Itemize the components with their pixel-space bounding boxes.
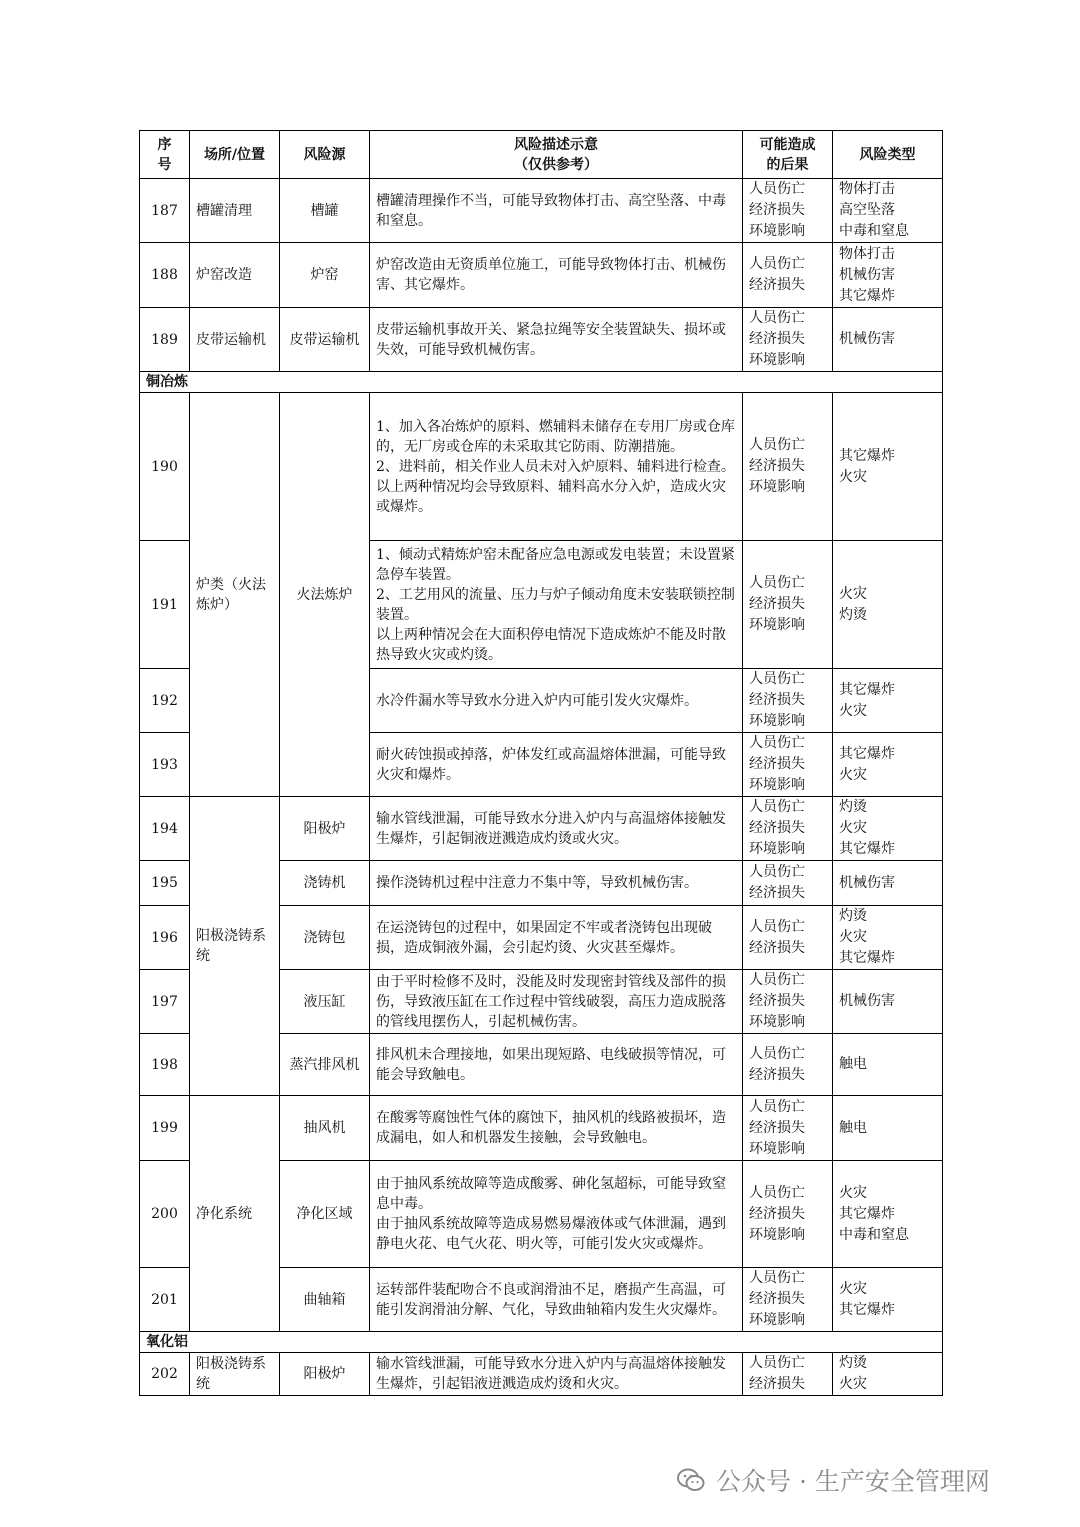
row-consequence: 人员伤亡 经济损失 环境影响 — [743, 733, 833, 797]
table-row — [140, 1353, 943, 1396]
row-consequence: 人员伤亡 经济损失 环境影响 — [743, 179, 833, 243]
section-row — [140, 372, 943, 393]
row-type: 其它爆炸 火灾 — [833, 733, 943, 797]
row-type: 灼烫 火灾 其它爆炸 — [833, 797, 943, 861]
row-num: 200 — [140, 1161, 190, 1268]
row-num: 188 — [140, 243, 190, 308]
row-description: 输水管线泄漏，可能导致水分进入炉内与高温熔体接触发生爆炸，引起铝液迸溅造成灼烫和火灾。 — [370, 1353, 743, 1396]
row-description: 由于平时检修不及时，没能及时发现密封管线及部件的损伤，导致液压缸在工作过程中管线破裂，高压力造成脱落的管线甩摆伤人，引起机械伤害。 — [370, 970, 743, 1034]
header-location: 场所/位置 — [190, 131, 280, 179]
row-num: 199 — [140, 1096, 190, 1161]
table-row — [140, 797, 943, 861]
row-source: 槽罐 — [280, 179, 370, 243]
header-source: 风险源 — [280, 131, 370, 179]
row-description: 1、倾动式精炼炉窑未配备应急电源或发电装置；未设置紧急停车装置。 2、工艺用风的流量、压力与炉子倾动角度未安装联锁控制装置。 以上两种情况会在大面积停电情况下造成炼炉不能及时散热导致火灾或灼烫。 — [370, 541, 743, 669]
row-num: 202 — [140, 1353, 190, 1396]
row-consequence: 人员伤亡 经济损失 — [743, 1353, 833, 1396]
row-description: 排风机未合理接地，如果出现短路、电线破损等情况，可能会导致触电。 — [370, 1034, 743, 1096]
row-consequence: 人员伤亡 经济损失 — [743, 906, 833, 970]
row-type: 火灾 其它爆炸 — [833, 1268, 943, 1332]
row-source: 炉窑 — [280, 243, 370, 308]
row-consequence: 人员伤亡 经济损失 环境影响 — [743, 1096, 833, 1161]
row-description: 输水管线泄漏，可能导致水分进入炉内与高温熔体接触发生爆炸，引起铜液迸溅造成灼烫或火灾。 — [370, 797, 743, 861]
row-description: 炉窑改造由无资质单位施工，可能导致物体打击、机械伤害、其它爆炸。 — [370, 243, 743, 308]
group-location: 炉类（火法炼炉） — [190, 393, 280, 797]
row-consequence: 人员伤亡 经济损失 环境影响 — [743, 393, 833, 541]
row-source: 阳极炉 — [280, 1353, 370, 1396]
row-type: 火灾 其它爆炸 中毒和窒息 — [833, 1161, 943, 1268]
row-type: 物体打击 机械伤害 其它爆炸 — [833, 243, 943, 308]
row-description: 1、加入各冶炼炉的原料、燃辅料未储存在专用厂房或仓库的，无厂房或仓库的未采取其它防雨、防潮措施。 2、进料前，相关作业人员未对入炉原料、辅料进行检查。 以上两种情况均会导致原料、辅料高水分入炉，造成火灾或爆炸。 — [370, 393, 743, 541]
row-source: 阳极炉 — [280, 797, 370, 861]
row-type: 其它爆炸 火灾 — [833, 669, 943, 733]
row-description: 槽罐清理操作不当，可能导致物体打击、高空坠落、中毒和窒息。 — [370, 179, 743, 243]
row-description: 耐火砖蚀损或掉落，炉体发红或高温熔体泄漏，可能导致火灾和爆炸。 — [370, 733, 743, 797]
row-source: 液压缸 — [280, 970, 370, 1034]
row-consequence: 人员伤亡 经济损失 — [743, 861, 833, 906]
watermark — [676, 1462, 990, 1498]
header-type: 风险类型 — [833, 131, 943, 179]
risk-table — [139, 130, 943, 1396]
row-type: 机械伤害 — [833, 970, 943, 1034]
row-description: 运转部件装配吻合不良或润滑油不足，磨损产生高温，可能引发润滑油分解、气化，导致曲轴箱内发生火灾爆炸。 — [370, 1268, 743, 1332]
row-type: 火灾 灼烫 — [833, 541, 943, 669]
row-source: 曲轴箱 — [280, 1268, 370, 1332]
row-num: 195 — [140, 861, 190, 906]
row-description: 由于抽风系统故障等造成酸雾、砷化氢超标，可能导致窒息中毒。 由于抽风系统故障等造成易燃易爆液体或气体泄漏，遇到静电火花、电气火花、明火等，可能引发火灾或爆炸。 — [370, 1161, 743, 1268]
table-row — [140, 393, 943, 541]
row-description: 皮带运输机事故开关、紧急拉绳等安全装置缺失、损坏或失效，可能导致机械伤害。 — [370, 308, 743, 372]
row-num: 190 — [140, 393, 190, 541]
table-row — [140, 1096, 943, 1161]
row-consequence: 人员伤亡 经济损失 环境影响 — [743, 669, 833, 733]
header-description: 风险描述示意 （仅供参考） — [370, 131, 743, 179]
group-source: 火法炼炉 — [280, 393, 370, 797]
row-consequence: 人员伤亡 经济损失 环境影响 — [743, 970, 833, 1034]
row-source: 净化区域 — [280, 1161, 370, 1268]
section-title: 氧化铝 — [140, 1332, 943, 1353]
row-location: 皮带运输机 — [190, 308, 280, 372]
row-consequence: 人员伤亡 经济损失 环境影响 — [743, 308, 833, 372]
row-num: 193 — [140, 733, 190, 797]
row-type: 机械伤害 — [833, 308, 943, 372]
row-num: 191 — [140, 541, 190, 669]
row-type: 灼烫 火灾 其它爆炸 — [833, 906, 943, 970]
row-consequence: 人员伤亡 经济损失 环境影响 — [743, 1268, 833, 1332]
row-source: 浇铸机 — [280, 861, 370, 906]
table-row — [140, 308, 943, 372]
row-type: 触电 — [833, 1034, 943, 1096]
row-num: 198 — [140, 1034, 190, 1096]
row-location: 阳极浇铸系统 — [190, 1353, 280, 1396]
row-type: 触电 — [833, 1096, 943, 1161]
watermark-text: 公众号 · 生产安全管理网 — [716, 1467, 990, 1496]
row-source: 浇铸包 — [280, 906, 370, 970]
row-num: 196 — [140, 906, 190, 970]
row-description: 操作浇铸机过程中注意力不集中等，导致机械伤害。 — [370, 861, 743, 906]
row-num: 194 — [140, 797, 190, 861]
row-consequence: 人员伤亡 经济损失 环境影响 — [743, 1161, 833, 1268]
table-header-row — [140, 131, 943, 179]
wechat-icon — [676, 1465, 706, 1495]
row-description: 在酸雾等腐蚀性气体的腐蚀下，抽风机的线路被损坏，造成漏电，如人和机器发生接触，会导致触电。 — [370, 1096, 743, 1161]
row-consequence: 人员伤亡 经济损失 — [743, 1034, 833, 1096]
row-type: 机械伤害 — [833, 861, 943, 906]
row-location: 炉窑改造 — [190, 243, 280, 308]
section-title: 铜冶炼 — [140, 372, 943, 393]
row-num: 201 — [140, 1268, 190, 1332]
row-num: 189 — [140, 308, 190, 372]
row-num: 187 — [140, 179, 190, 243]
row-description: 在运浇铸包的过程中，如果固定不牢或者浇铸包出现破损，造成铜液外漏，会引起灼烫、火灾甚至爆炸。 — [370, 906, 743, 970]
row-source: 蒸汽排风机 — [280, 1034, 370, 1096]
header-num: 序 号 — [140, 131, 190, 179]
section-row — [140, 1332, 943, 1353]
row-consequence: 人员伤亡 经济损失 环境影响 — [743, 541, 833, 669]
group-location: 阳极浇铸系统 — [190, 797, 280, 1096]
row-consequence: 人员伤亡 经济损失 环境影响 — [743, 797, 833, 861]
row-source: 抽风机 — [280, 1096, 370, 1161]
row-type: 灼烫 火灾 — [833, 1353, 943, 1396]
table-row — [140, 243, 943, 308]
header-consequence: 可能造成 的后果 — [743, 131, 833, 179]
row-type: 其它爆炸 火灾 — [833, 393, 943, 541]
row-num: 192 — [140, 669, 190, 733]
row-location: 槽罐清理 — [190, 179, 280, 243]
row-source: 皮带运输机 — [280, 308, 370, 372]
row-num: 197 — [140, 970, 190, 1034]
row-type: 物体打击 高空坠落 中毒和窒息 — [833, 179, 943, 243]
row-description: 水冷件漏水等导致水分进入炉内可能引发火灾爆炸。 — [370, 669, 743, 733]
group-location: 净化系统 — [190, 1096, 280, 1332]
row-consequence: 人员伤亡 经济损失 — [743, 243, 833, 308]
table-row — [140, 179, 943, 243]
